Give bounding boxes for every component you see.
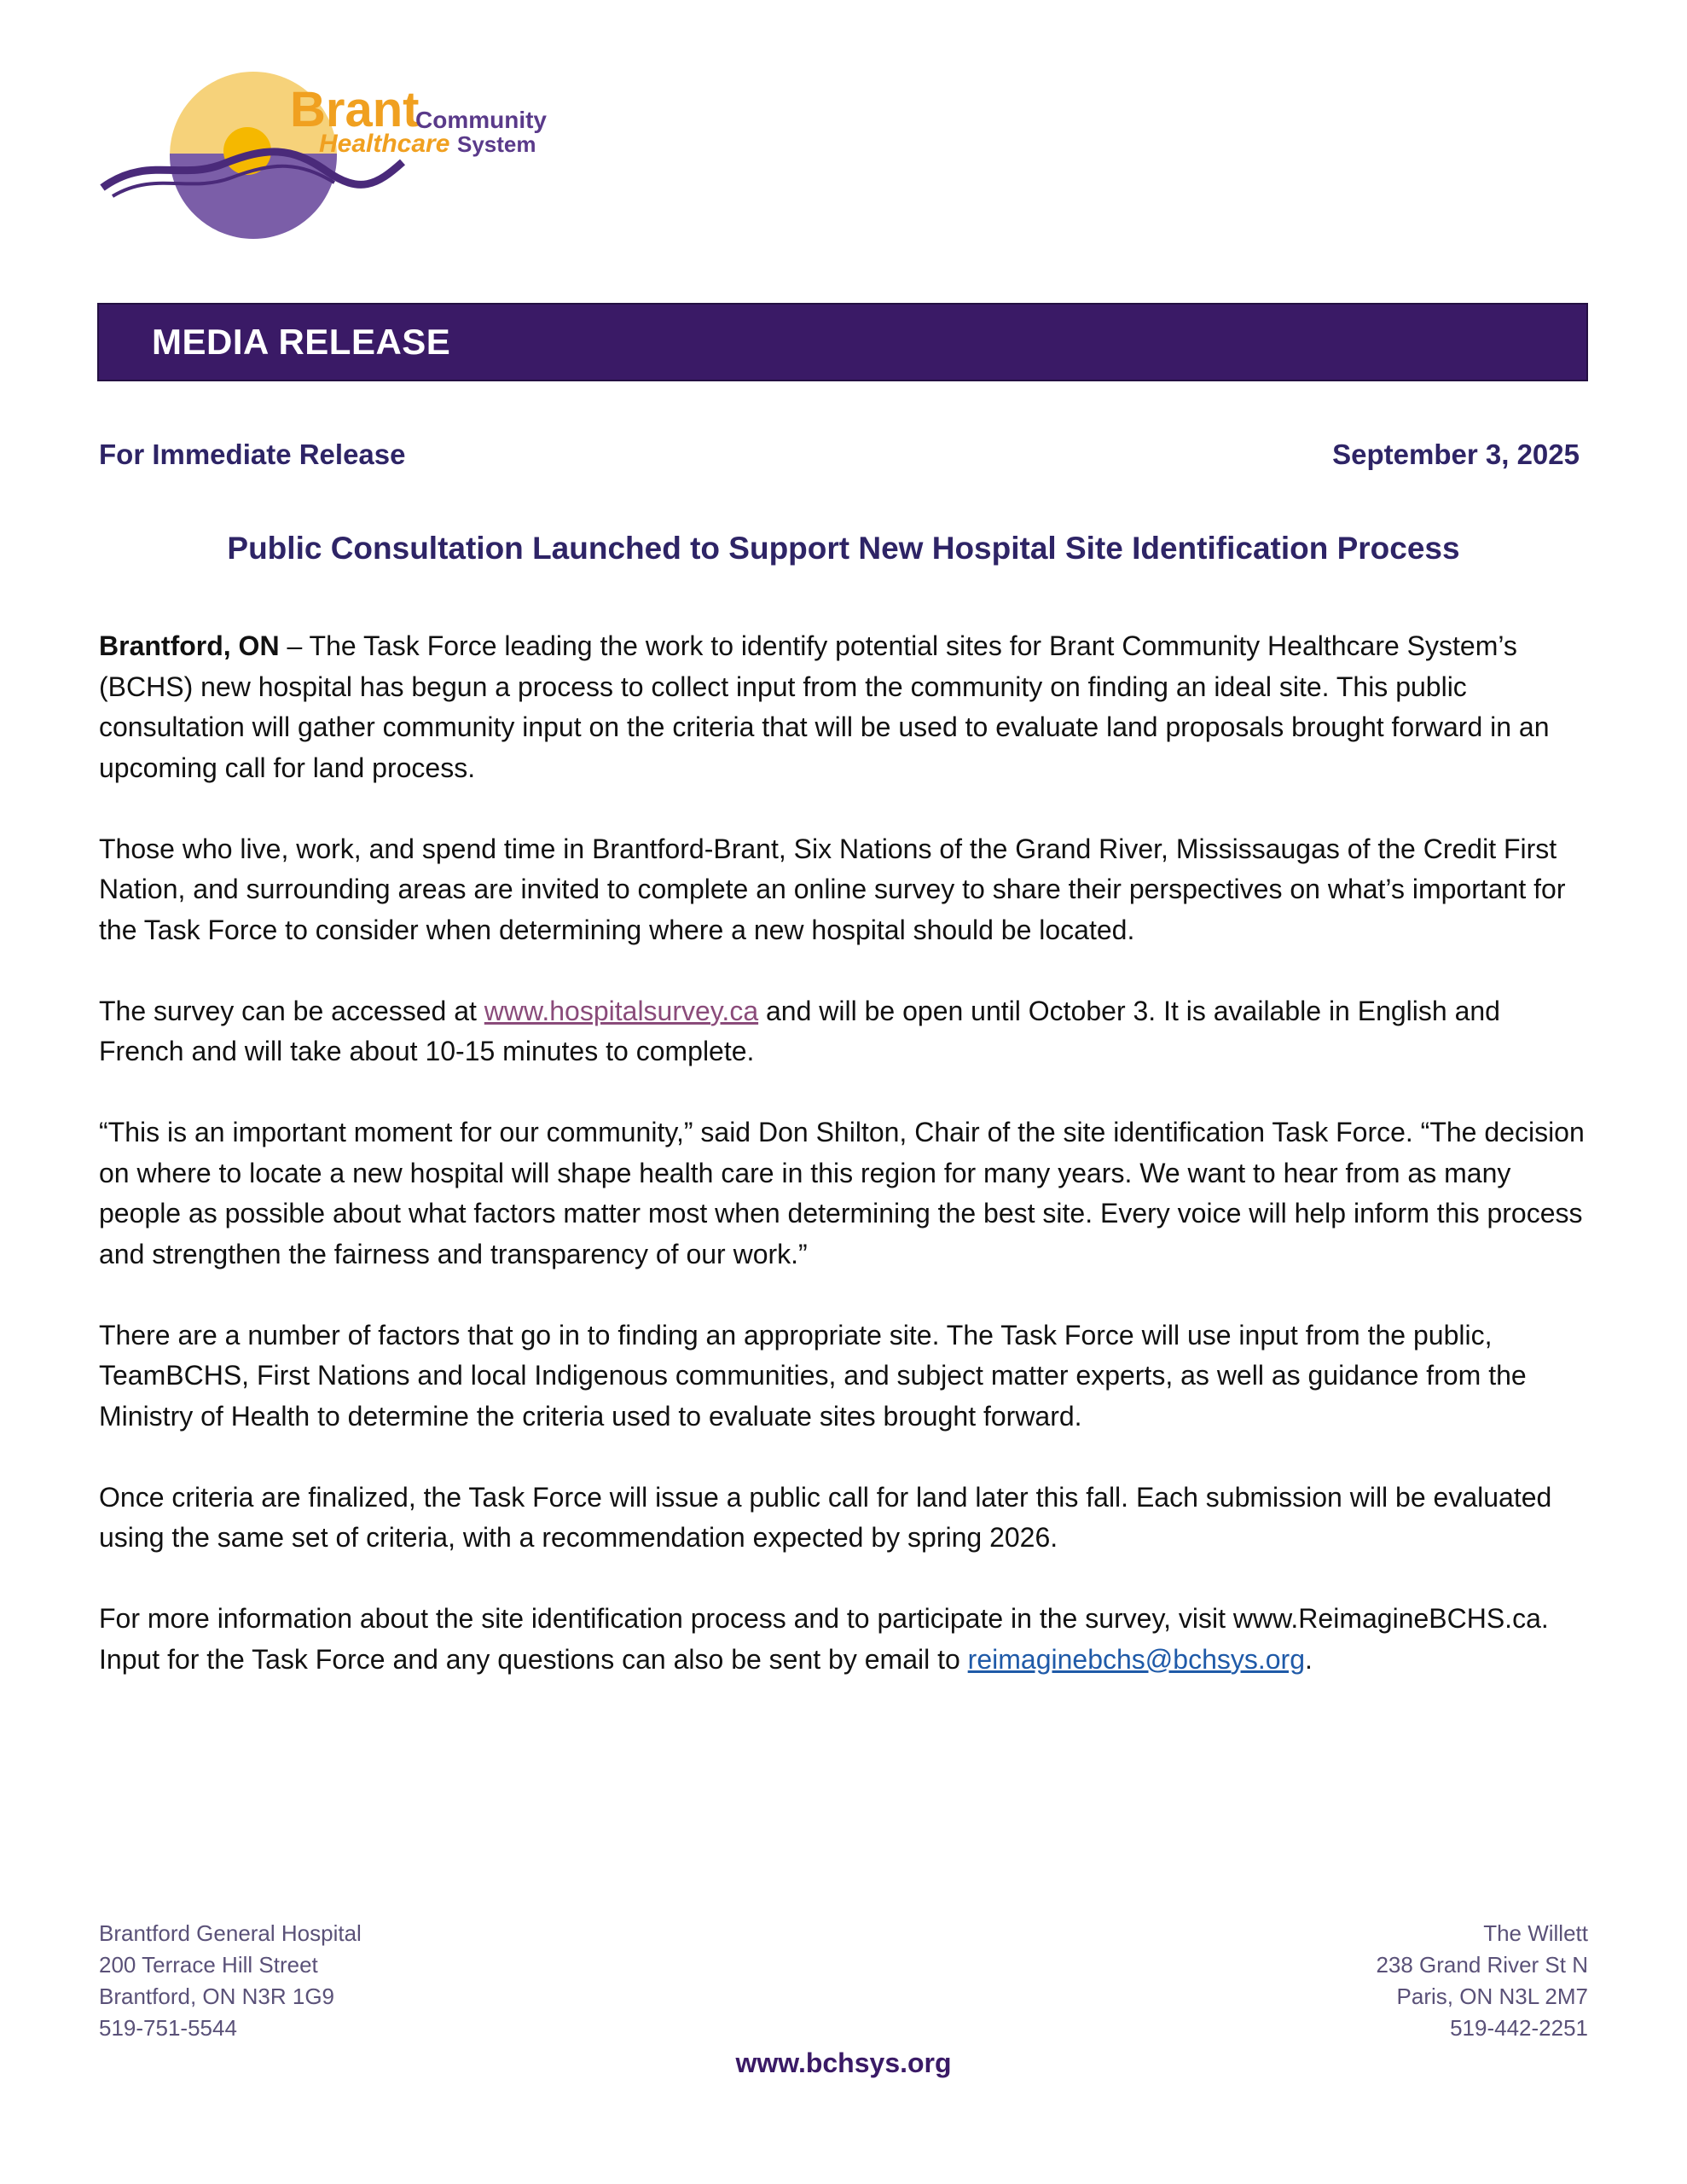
footer-right-name: The Willett xyxy=(1483,1920,1588,1946)
banner-title: MEDIA RELEASE xyxy=(152,322,451,362)
page-title: Public Consultation Launched to Support New Hospital Site Identification Process xyxy=(227,531,1460,566)
footer-right-phone: 519-442-2251 xyxy=(1450,2015,1588,2041)
release-body xyxy=(99,626,1591,1721)
footer-right-city: Paris, ON N3L 2M7 xyxy=(1396,1984,1588,2009)
paragraph-7 xyxy=(99,1599,1591,1680)
paragraph-2: Those who live, work, and spend time in Brantford-Brant, Six Nations of the Grand River, Mississaugas of the Credit First Nation, and surrounding areas are invited to complete an online survey to share their perspectives on what’s important for the Task Force to consider when determining where a new hospital should be located. xyxy=(99,833,1566,945)
paragraph-7-after: . xyxy=(1305,1643,1313,1675)
paragraph-6: Once criteria are finalized, the Task Force will issue a public call for land later this fall. Each submission will be evaluated using the same set of criteria, with a recommendation expected by spring 2026. xyxy=(99,1481,1552,1553)
footer-right-street: 238 Grand River St N xyxy=(1376,1952,1588,1978)
footer-left-name: Brantford General Hospital xyxy=(99,1920,362,1946)
bchs-logo xyxy=(96,70,658,241)
email-link[interactable]: reimaginebchs@bchsys.org xyxy=(967,1643,1305,1675)
logo-brant-word: Brant xyxy=(290,82,420,137)
paragraph-3-before: The survey can be accessed at xyxy=(99,995,484,1026)
paragraph-4-quote: “This is an important moment for our community,” said Don Shilton, Chair of the site identification Task Force. “The decision on where to locate a new hospital will shape health care in this region for many years. We want to hear from as many people as possible about what factors matter most when determining the best site. Every voice will help inform this process and strengthen the fairness and transparency of our work.” xyxy=(99,1117,1585,1269)
paragraph-1-text: – The Task Force leading the work to identify potential sites for Brant Community Healthcare System’s (BCHS) new hospital has begun a process to collect input from the community on finding an ideal site. This public consultation will gather community input on the criteria that will be used to evaluate land proposals brought forward in an upcoming call for land process. xyxy=(99,630,1550,783)
footer-address-brantford xyxy=(99,1918,362,2044)
paragraph-5: There are a number of factors that go in to finding an appropriate site. The Task Force will use input from the public, TeamBCHS, First Nations and local Indigenous communities, and subject matter experts, as well as guidance from the Ministry of Health to determine the criteria used to evaluate sites brought forward. xyxy=(99,1319,1527,1432)
release-date: September 3, 2025 xyxy=(1332,439,1580,470)
footer-website-link[interactable]: www.bchsys.org xyxy=(735,2048,952,2078)
release-info-row xyxy=(99,439,1580,471)
logo-healthcare-word: Healthcare xyxy=(319,130,450,158)
footer-left-city: Brantford, ON N3R 1G9 xyxy=(99,1984,334,2009)
paragraph-3-after: and will be open until October 3. It is available in English and French and will take about 10-15 minutes to complete. xyxy=(99,995,1500,1066)
footer-left-street: 200 Terrace Hill Street xyxy=(99,1952,318,1978)
footer-address-willett xyxy=(1376,1918,1588,2044)
survey-link[interactable]: www.hospitalsurvey.ca xyxy=(484,995,759,1026)
footer-left-phone: 519-751-5544 xyxy=(99,2015,237,2041)
logo-community-word: Community xyxy=(415,107,547,133)
release-label: For Immediate Release xyxy=(99,439,406,470)
media-release-banner xyxy=(97,303,1588,381)
paragraph-1 xyxy=(99,626,1591,788)
dateline: Brantford, ON xyxy=(99,630,280,661)
paragraph-3 xyxy=(99,991,1591,1072)
paragraph-7-before: For more information about the site identification process and to participate in the survey, visit www.ReimagineBCHS.ca. Input for the Task Force and any questions can also be sent by email to xyxy=(99,1603,1549,1675)
logo-graphic xyxy=(96,70,658,241)
logo-system-word: System xyxy=(457,131,536,157)
